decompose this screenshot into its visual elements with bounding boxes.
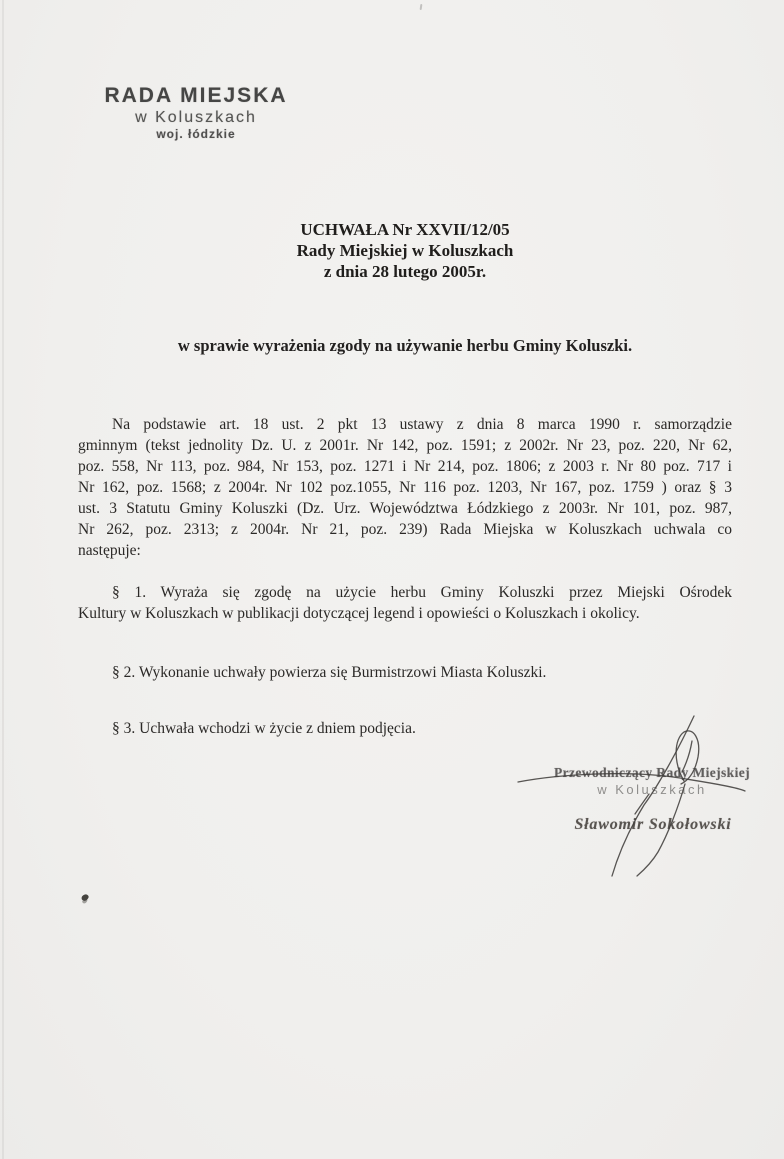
handwritten-signature [480, 700, 784, 900]
resolution-number: UCHWAŁA Nr XXVII/12/05 [300, 220, 510, 239]
scan-speck-top [420, 4, 423, 10]
section-1-line: § 1. Wyraża się zgodę na użycie herbu Gminy Koluszki przez Miejski Ośrodek [112, 584, 732, 601]
signature-flourish-stroke [518, 774, 745, 791]
issuer-name: RADA MIEJSKA [104, 84, 288, 107]
preamble-line: ust. 3 Statutu Gminy Koluszki (Dz. Urz. Województwa Łódzkiego z 2003r. Nr 101, poz. 987, [78, 500, 732, 517]
preamble-paragraph [78, 414, 732, 561]
issuer-office-stamp [100, 84, 292, 142]
signature-inner-stroke [682, 741, 692, 772]
resolution-issuer: Rady Miejskiej w Koluszkach [296, 241, 514, 260]
ink-speck [80, 893, 89, 902]
preamble-line: poz. 558, Nr 113, poz. 984, Nr 153, poz. 1271 i Nr 214, poz. 1806; z 2003 r. Nr 80 poz. 717 i [78, 458, 732, 475]
resolution-date: z dnia 28 lutego 2005r. [323, 262, 487, 281]
issuer-voivodeship: woj. łódzkie [156, 127, 236, 141]
preamble-line: Nr 262, poz. 2313; z 2004r. Nr 21, poz. 239) Rada Miejska w Koluszkach uchwala co [78, 521, 732, 538]
signature-tail-stroke [637, 784, 685, 876]
preamble-line: Na podstawie art. 18 ust. 2 pkt 13 ustawy z dnia 8 marca 1990 r. samorządzie [112, 416, 732, 433]
section-1-paragraph [78, 582, 732, 624]
preamble-line: Nr 162, poz. 1568; z 2004r. Nr 102 poz.1055, Nr 116 poz. 1203, Nr 167, poz. 1759 ) oraz § 3 [78, 479, 732, 496]
section-2-paragraph [78, 662, 732, 683]
section-2-line: § 2. Wykonanie uchwały powierza się Burmistrzowi Miasta Koluszki. [112, 664, 547, 681]
chairman-locality-line: w Koluszkach [597, 782, 707, 797]
signature-double-stroke [635, 794, 649, 814]
resolution-title-block [78, 219, 732, 282]
chairman-title-line: Przewodniczący Rady Miejskiej [553, 765, 751, 780]
preamble-line: gminnym (tekst jednolity Dz. U. z 2001r. Nr 142, poz. 1591; z 2002r. Nr 23, poz. 220, Nr 62, [78, 437, 732, 454]
section-1-line: Kultury w Koluszkach w publikacji dotyczącej legend i opowieści o Koluszkach i okolicy. [78, 605, 640, 622]
section-3-line: § 3. Uchwała wchodzi w życie z dniem podjęcia. [112, 720, 416, 737]
issuer-locality: w Koluszkach [135, 109, 257, 126]
resolution-subject: w sprawie wyrażenia zgody na używanie herbu Gminy Koluszki. [177, 336, 633, 355]
scan-edge-artifact [2, 0, 4, 1159]
preamble-line: następuje: [78, 542, 141, 559]
chairman-name-stamp: Sławomir Sokołowski [574, 816, 732, 833]
